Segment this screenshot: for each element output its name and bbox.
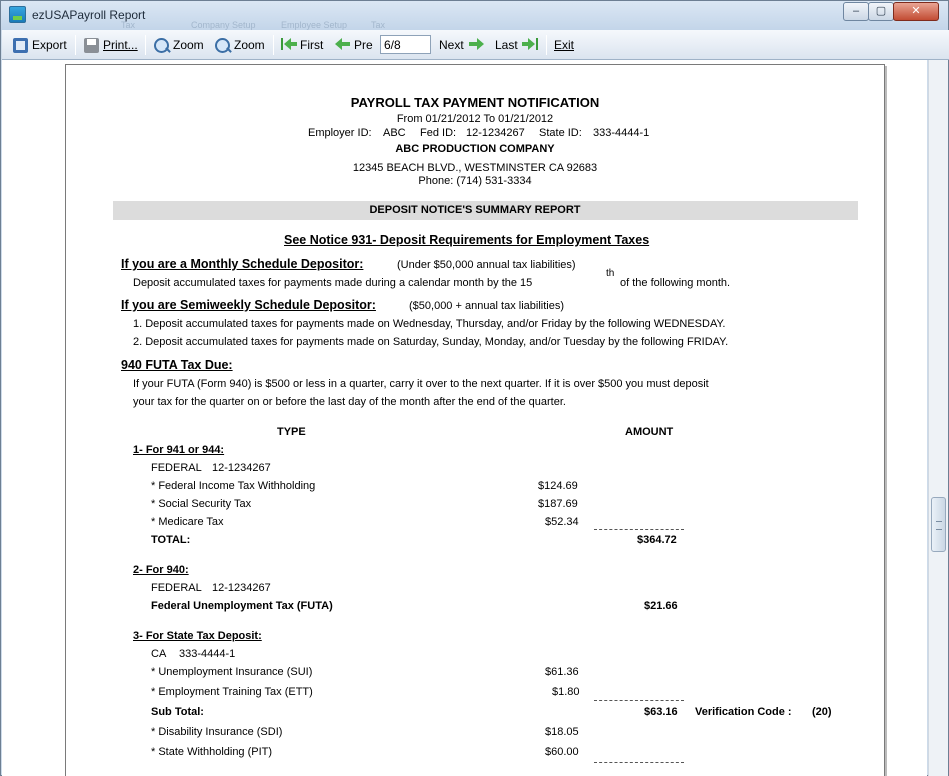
section-state-id: 333-4444-1 bbox=[179, 648, 236, 660]
tax-line-amount: $52.34 bbox=[545, 516, 579, 528]
fed-id-label: Fed ID: bbox=[420, 127, 457, 139]
export-icon bbox=[13, 38, 28, 53]
printer-icon bbox=[84, 38, 99, 53]
tax-line-amount: $187.69 bbox=[538, 498, 578, 510]
maximize-button[interactable]: ▢ bbox=[868, 2, 894, 21]
first-page-button[interactable] bbox=[281, 37, 323, 53]
tax-line-label: * Employment Training Tax (ETT) bbox=[151, 686, 313, 698]
monthly-text: Deposit accumulated taxes for payments made during a calendar month by the 15 bbox=[133, 277, 533, 289]
title-bar[interactable] bbox=[1, 1, 948, 30]
state-id-label: State ID: bbox=[539, 127, 582, 139]
scrollbar-thumb[interactable] bbox=[931, 497, 946, 552]
previous-page-label: Pre bbox=[354, 38, 373, 52]
subtotal-rule bbox=[594, 762, 684, 763]
report-viewer[interactable] bbox=[2, 60, 927, 776]
previous-page-icon bbox=[335, 38, 350, 53]
last-page-icon bbox=[522, 38, 537, 53]
tax-line-label: * State Withholding (PIT) bbox=[151, 746, 273, 758]
semiweekly-rule-1: 1. Deposit accumulated taxes for payments made on Wednesday, Thursday, and/or Friday by the following WEDNESDAY. bbox=[133, 318, 726, 330]
amount-column-header: AMOUNT bbox=[625, 426, 674, 438]
export-label: Export bbox=[32, 38, 67, 52]
notice-heading: See Notice 931- Deposit Requirements for Employment Taxes bbox=[284, 233, 650, 247]
next-page-button[interactable] bbox=[439, 37, 483, 53]
monthly-text-end: of the following month. bbox=[620, 277, 731, 289]
monthly-note: (Under $50,000 annual tax liabilities) bbox=[397, 259, 576, 271]
verification-code: (20) bbox=[812, 706, 832, 718]
first-page-label: First bbox=[300, 38, 324, 52]
section-940-title: 2- For 940: bbox=[133, 564, 189, 576]
futa-line-amount: $21.66 bbox=[644, 600, 678, 612]
first-page-icon bbox=[281, 38, 296, 53]
monthly-heading: If you are a Monthly Schedule Depositor: bbox=[121, 257, 364, 271]
section-state-subtotal: $63.16 bbox=[644, 706, 678, 718]
section-941-id: 12-1234267 bbox=[212, 462, 271, 474]
report-page bbox=[65, 64, 885, 776]
ghost-menu-item: Company Setup bbox=[191, 20, 256, 30]
close-button[interactable]: ✕ bbox=[893, 2, 939, 21]
toolbar-separator bbox=[145, 35, 146, 55]
section-941-id-label: FEDERAL bbox=[151, 462, 202, 474]
verification-code-label: Verification Code : bbox=[695, 706, 792, 718]
company-name: ABC PRODUCTION COMPANY bbox=[395, 143, 555, 155]
toolbar-separator bbox=[546, 35, 547, 55]
tax-line-label: * Unemployment Insurance (SUI) bbox=[151, 666, 313, 678]
zoom-in-icon bbox=[154, 38, 169, 53]
minimize-button[interactable]: ‒ bbox=[843, 2, 869, 21]
toolbar-separator bbox=[75, 35, 76, 55]
zoom-in-label: Zoom bbox=[173, 38, 204, 52]
ghost-menu-item: Tax bbox=[121, 20, 136, 30]
semiweekly-note: ($50,000 + annual tax liabilities) bbox=[409, 300, 565, 312]
previous-page-button[interactable] bbox=[335, 37, 373, 53]
tax-line-amount: $60.00 bbox=[545, 746, 579, 758]
employer-id: ABC bbox=[383, 127, 406, 139]
section-941-total-label: TOTAL: bbox=[151, 534, 191, 546]
tax-line-amount: $124.69 bbox=[538, 480, 578, 492]
exit-button[interactable] bbox=[554, 37, 574, 53]
section-940-id-label: FEDERAL bbox=[151, 582, 202, 594]
employer-id-label: Employer ID: bbox=[308, 127, 372, 139]
tax-line-amount: $61.36 bbox=[545, 666, 579, 678]
tax-line-label: * Disability Insurance (SDI) bbox=[151, 726, 283, 738]
last-page-button[interactable] bbox=[495, 37, 537, 53]
state-id: 333-4444-1 bbox=[593, 127, 650, 139]
tax-line-amount: $18.05 bbox=[545, 726, 579, 738]
monthly-superscript: th bbox=[606, 268, 615, 279]
tax-line-label: * Social Security Tax bbox=[151, 498, 252, 510]
print-label: Print... bbox=[103, 38, 138, 52]
last-page-label: Last bbox=[495, 38, 518, 52]
ghost-menu-item: Tax bbox=[371, 20, 386, 30]
futa-line-label: Federal Unemployment Tax (FUTA) bbox=[151, 600, 333, 612]
futa-text-line-2: your tax for the quarter on or before the last day of the month after the end of the quarter. bbox=[133, 396, 566, 408]
type-column-header: TYPE bbox=[277, 426, 306, 438]
total-rule bbox=[594, 529, 684, 530]
next-page-label: Next bbox=[439, 38, 464, 52]
section-state-id-label: CA bbox=[151, 648, 167, 660]
section-940-id: 12-1234267 bbox=[212, 582, 271, 594]
page-number-input[interactable]: 6/8 bbox=[380, 35, 431, 54]
tax-line-amount: $1.80 bbox=[552, 686, 580, 698]
print-button[interactable] bbox=[84, 37, 138, 53]
ghost-menu-item: Employee Setup bbox=[281, 20, 348, 30]
section-941-total: $364.72 bbox=[637, 534, 677, 546]
date-range: From 01/21/2012 To 01/21/2012 bbox=[396, 113, 554, 125]
vertical-scrollbar[interactable] bbox=[928, 60, 948, 776]
semiweekly-heading: If you are Semiweekly Schedule Depositor: bbox=[121, 298, 376, 312]
export-button[interactable] bbox=[13, 37, 67, 53]
tax-line-label: * Medicare Tax bbox=[151, 516, 224, 528]
zoom-out-label: Zoom bbox=[234, 38, 265, 52]
section-state-title: 3- For State Tax Deposit: bbox=[133, 630, 262, 642]
futa-heading: 940 FUTA Tax Due: bbox=[121, 358, 233, 372]
window-title: ezUSAPayroll Report bbox=[32, 8, 146, 22]
zoom-out-icon bbox=[215, 38, 230, 53]
app-icon bbox=[9, 6, 26, 23]
zoom-out-button[interactable] bbox=[215, 37, 265, 53]
report-title: PAYROLL TAX PAYMENT NOTIFICATION bbox=[350, 95, 600, 110]
subtotal-rule bbox=[594, 700, 684, 701]
zoom-in-button[interactable] bbox=[154, 37, 204, 53]
section-state-subtotal-label: Sub Total: bbox=[151, 706, 204, 718]
company-address: 12345 BEACH BLVD., WESTMINSTER CA 92683 bbox=[352, 162, 598, 174]
semiweekly-rule-2: 2. Deposit accumulated taxes for payments made on Saturday, Sunday, Monday, and/or Tuesday by the following FRIDAY. bbox=[133, 336, 729, 348]
fed-id: 12-1234267 bbox=[466, 127, 525, 139]
company-phone: Phone: (714) 531-3334 bbox=[418, 175, 532, 187]
next-page-icon bbox=[468, 38, 483, 53]
futa-text-line-1: If your FUTA (Form 940) is $500 or less in a quarter, carry it over to the next quarter. If it is over $500 you must deposit bbox=[133, 378, 709, 390]
section-941-title: 1- For 941 or 944: bbox=[133, 444, 225, 456]
summary-band-title: DEPOSIT NOTICE'S SUMMARY REPORT bbox=[369, 204, 581, 216]
exit-label: Exit bbox=[554, 38, 575, 52]
toolbar-separator bbox=[273, 35, 274, 55]
tax-line-label: * Federal Income Tax Withholding bbox=[151, 480, 316, 492]
